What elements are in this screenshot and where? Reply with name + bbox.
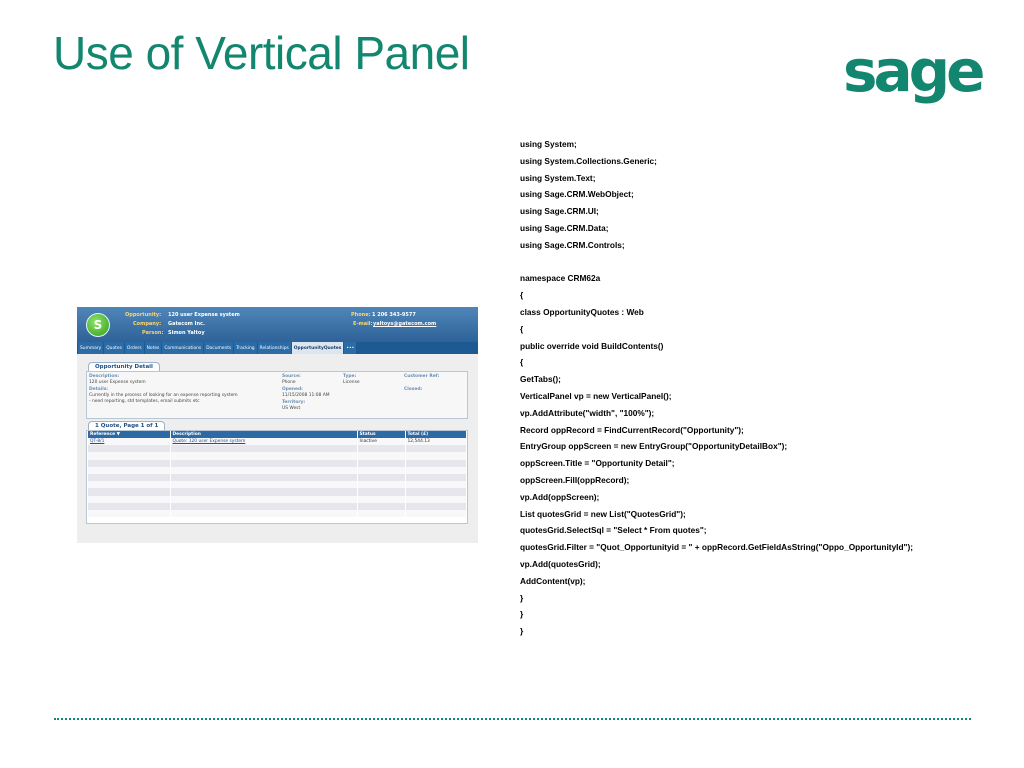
table-row-empty [88,481,466,488]
quotes-list-tab: 1 Quote, Page 1 of 1 [88,421,165,430]
table-row-empty [88,510,466,517]
code-line: public override void BuildContents() [520,340,664,351]
phone-label: Phone: [351,312,371,318]
code-line: using System.Collections.Generic; [520,155,657,166]
table-row-empty [88,503,466,510]
table-row-empty [88,488,466,495]
opportunity-detail-tab: Opportunity Detail [88,362,160,371]
description-label: Description: [89,374,120,379]
code-line: List quotesGrid = new List("QuotesGrid"); [520,508,686,519]
code-line: oppScreen.Title = "Opportunity Detail"; [520,458,675,469]
closed-label: Closed: [404,387,423,392]
quote-description-link[interactable]: Quote: 120 user Expense system [172,439,246,445]
sage-logo: sage [843,37,982,105]
code-line: VerticalPanel vp = new VerticalPanel(); [520,390,672,401]
code-line: { [520,290,524,301]
person-value: Simon Yaltoy [168,330,205,336]
code-line: vp.AddAttribute("width", "100%"); [520,407,655,418]
code-line: { [520,357,524,368]
code-line: } [520,626,524,637]
code-line: using Sage.CRM.Controls; [520,239,625,250]
code-line [520,254,1010,271]
table-row-empty [88,474,466,481]
code-line: quotesGrid.SelectSql = "Select * From quotes"; [520,525,707,536]
code-line: } [520,592,524,603]
tab-notes[interactable]: Notes [145,342,162,354]
code-line: Record oppRecord = FindCurrentRecord("Opportunity"); [520,424,744,435]
quote-reference-link[interactable]: QT-8/1 [90,439,105,445]
code-line: quotesGrid.Filter = "Quot_Opportunityid = " + oppRecord.GetFieldAsString("Oppo_OpportunityId"); [520,542,914,553]
details-line-1: Currently in the process of looking for an expense reporting system [89,393,238,398]
type-value: License [343,380,360,385]
details-label: Details: [89,387,109,392]
crm-tab-bar [77,342,478,354]
code-listing [520,136,1010,640]
table-row-empty [88,496,466,503]
territory-value: US West [282,406,301,411]
tab-documents[interactable]: Documents [204,342,233,354]
column-header-reference[interactable]: Reference ▼ [88,431,170,438]
code-line: vp.Add(quotesGrid); [520,558,601,569]
customer-ref-label: Customer Ref: [404,374,440,379]
tab-opportunity-quotes[interactable]: OpportunityQuotes [292,342,344,354]
tab-summary[interactable]: Summary [78,342,103,354]
table-row-empty [88,460,466,467]
column-header-status[interactable]: Status [357,431,405,438]
tab-relationships[interactable]: Relationships [258,342,291,354]
footer-divider [54,718,971,720]
code-line: class OpportunityQuotes : Web [520,306,644,317]
slide-title: Use of Vertical Panel [53,27,470,79]
code-line: using Sage.CRM.WebObject; [520,189,634,200]
crm-screenshot [77,307,478,543]
code-line: GetTabs(); [520,374,561,385]
opportunity-value: 120 user Expense system [168,312,240,318]
code-line: { [520,323,524,334]
source-label: Source: [282,374,301,379]
tab-quotes[interactable]: Quotes [104,342,124,354]
email-link[interactable]: yaltoys@gatecom.com [373,321,437,327]
table-row [88,438,466,445]
code-line: namespace CRM62a [520,273,601,284]
company-label: Company: [133,321,162,327]
tab-orders[interactable]: Orders [125,342,144,354]
description-value: 120 user Expense system [89,380,146,385]
code-line: using System.Text; [520,172,596,183]
person-label: Person: [142,330,164,336]
table-row-empty [88,445,466,452]
details-line-2: - need reporting, std templates, email submits etc [89,399,200,404]
email-label: E-mail: [353,321,373,327]
opportunity-label: Opportunity: [125,312,162,318]
code-line: } [520,609,524,620]
tab-communications[interactable]: Communications [162,342,203,354]
quote-total: 12,544.13 [405,438,466,445]
column-header-total[interactable]: Total (£) [405,431,466,438]
table-row-empty [88,467,466,474]
source-value: Phone [282,380,296,385]
tab-more[interactable]: ••• [344,342,356,354]
code-line: using Sage.CRM.UI; [520,206,599,217]
opened-label: Opened: [282,387,303,392]
territory-label: Territory: [282,400,306,405]
company-value: Gatecom Inc. [168,321,205,327]
code-line: AddContent(vp); [520,575,586,586]
table-row-empty [88,452,466,459]
code-line: using Sage.CRM.Data; [520,222,609,233]
code-line: oppScreen.Fill(oppRecord); [520,474,630,485]
quote-status: Inactive [357,438,405,445]
column-header-description[interactable]: Description [170,431,357,438]
sage-crm-logo-icon: S [86,313,110,337]
crm-header [77,307,478,342]
tab-tracking[interactable]: Tracking [234,342,256,354]
quotes-table [88,431,467,517]
code-line: using System; [520,139,577,149]
code-line: EntryGroup oppScreen = new EntryGroup("OpportunityDetailBox"); [520,441,788,452]
phone-value: 1 206 343-9577 [372,312,416,318]
code-line: vp.Add(oppScreen); [520,491,600,502]
type-label: Type: [343,374,357,379]
opportunity-detail-box [86,371,468,419]
opened-value: 11/15/2008 11:08 AM [282,393,330,398]
quotes-grid [86,430,468,524]
